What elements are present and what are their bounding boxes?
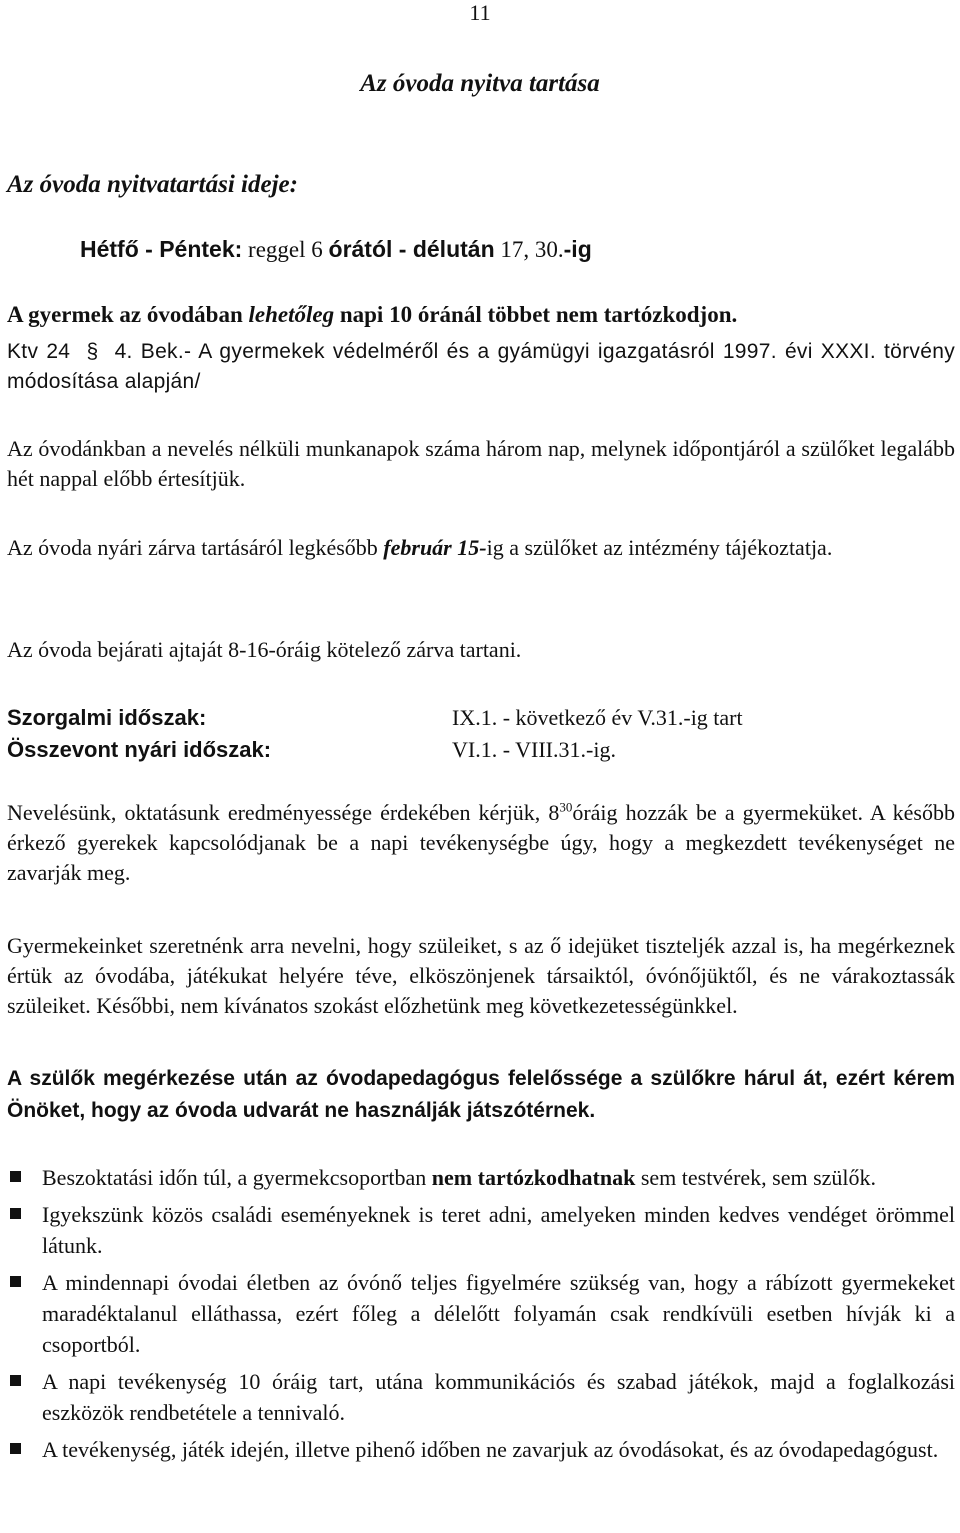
- summer-closure-date: február 15-: [383, 535, 487, 560]
- list-item-text: A napi tevékenység 10 óráig tart, utána kommunikációs és szabad játékok, majd a foglalkozási eszközök rendbetétele a tennivaló.: [42, 1369, 955, 1425]
- period-label: Összevont nyári időszak:: [7, 737, 272, 762]
- bullet-square-icon: [10, 1375, 21, 1386]
- list-item-text: sem testvérek, sem szülők.: [635, 1165, 877, 1190]
- bullet-square-icon: [10, 1276, 21, 1287]
- page-number: 11: [469, 0, 491, 25]
- stay-limit-text-2: napi 10 óránál többet nem tartózkodjon.: [334, 302, 738, 327]
- rules-list: [7, 1162, 955, 1471]
- stay-limit-emphasis: lehetőleg: [248, 302, 335, 327]
- opening-time: 17, 30.: [500, 237, 564, 262]
- summer-closure-text-2: ig a szülőket az intézmény tájékoztatja.: [486, 535, 833, 560]
- non-teaching-days-paragraph: Az óvodánkban a nevelés nélküli munkanapok száma három nap, melynek időpontjáról a szülőket legalább hét nappal előbb értesítjük.: [7, 436, 955, 491]
- summer-closure-paragraph: [7, 533, 955, 563]
- list-item: [7, 1366, 955, 1428]
- responsibility-paragraph: A szülők megérkezése után az óvodapedagógus felelőssége a szülőkre hárul át, ezért kérem Önöket, hogy az óvoda udvarát ne használják játszótérnek.: [7, 1067, 955, 1122]
- arrival-text-1: Nevelésünk, oktatásunk eredményessége érdekében kérjük, 8: [7, 800, 560, 825]
- periods-table: [7, 702, 955, 766]
- opening-hours-heading: Az óvoda nyitvatartási ideje:: [7, 171, 298, 198]
- arrival-time-superscript: 30: [559, 799, 573, 815]
- section-symbol-icon: §: [86, 340, 99, 363]
- list-item: [7, 1162, 955, 1193]
- list-item-text: Igyekszünk közös családi eseményeknek is teret adni, amelyeken minden kedves vendéget örömmel látunk.: [42, 1202, 955, 1258]
- door-rule-paragraph: Az óvoda bejárati ajtaját 8-16-óráig kötelező zárva tartani.: [7, 637, 522, 662]
- opening-until: -ig: [563, 236, 592, 262]
- period-row: [7, 702, 955, 734]
- opening-days: Hétfő - Péntek:: [80, 236, 243, 262]
- period-value: VI.1. - VIII.31.-ig.: [452, 737, 616, 762]
- bullet-square-icon: [10, 1171, 21, 1182]
- period-value: IX.1. - következő év V.31.-ig tart: [452, 705, 743, 730]
- period-row: [7, 734, 955, 766]
- list-item-text: A mindennapi óvodai életben az óvónő teljes figyelmére szükség van, hogy a rábízott gyermekeket maradéktalanul elláthassa, ezért főleg a délelőtt folyamán csak rendkívüli esetben hívják ki a csoportból.: [42, 1270, 955, 1357]
- bullet-square-icon: [10, 1443, 21, 1454]
- bullet-square-icon: [10, 1208, 21, 1219]
- list-item: [7, 1267, 955, 1360]
- arrival-text-2: óráig hozzák be a gyermeküket. A később érkező gyerekek kapcsolódjanak be a napi tevékenységbe úgy, hogy a megkezdett tevékenységet ne zavarják meg.: [7, 800, 955, 885]
- opening-morning: reggel 6: [248, 237, 323, 262]
- law-ref-text: 4. Bek.- A gyermekek védelméről és a gyámügyi igazgatásról 1997. évi XXXI. törvény módosítása alapján/: [7, 340, 955, 393]
- respect-paragraph: Gyermekeinket szeretnénk arra nevelni, hogy szüleiket, s az ő idejüket tiszteljék azzal is, ha megérkeznek értük az óvodába, játékukat helyére téve, elköszönjenek társaiktól, óvónőjüktől, és ne várakoztassák szüleiket. Későbbi, nem kívánatos szokást előzhetünk meg következetességünkkel.: [7, 933, 955, 1018]
- law-reference: [7, 337, 955, 397]
- list-item: [7, 1434, 955, 1465]
- summer-closure-text-1: Az óvoda nyári zárva tartásáról legkésőbb: [7, 535, 384, 560]
- period-label: Szorgalmi időszak:: [7, 705, 207, 730]
- opening-from: órától - délután: [328, 236, 495, 262]
- stay-limit-paragraph: [7, 300, 955, 330]
- law-ref-ktv: Ktv 24: [7, 340, 71, 363]
- arrival-paragraph: [7, 798, 955, 888]
- page-title: Az óvoda nyitva tartása: [360, 70, 600, 97]
- list-item-text: Beszoktatási időn túl, a gyermekcsoportban: [42, 1165, 432, 1190]
- list-item: [7, 1199, 955, 1261]
- list-item-emphasis: nem tartózkodhatnak: [431, 1165, 636, 1190]
- list-item-text: A tevékenység, játék idején, illetve pihenő időben ne zavarjuk az óvodásokat, és az óvodapedagógust.: [42, 1437, 939, 1462]
- opening-hours-line: [80, 236, 592, 263]
- stay-limit-text-1: A gyermek az óvodában: [7, 302, 249, 327]
